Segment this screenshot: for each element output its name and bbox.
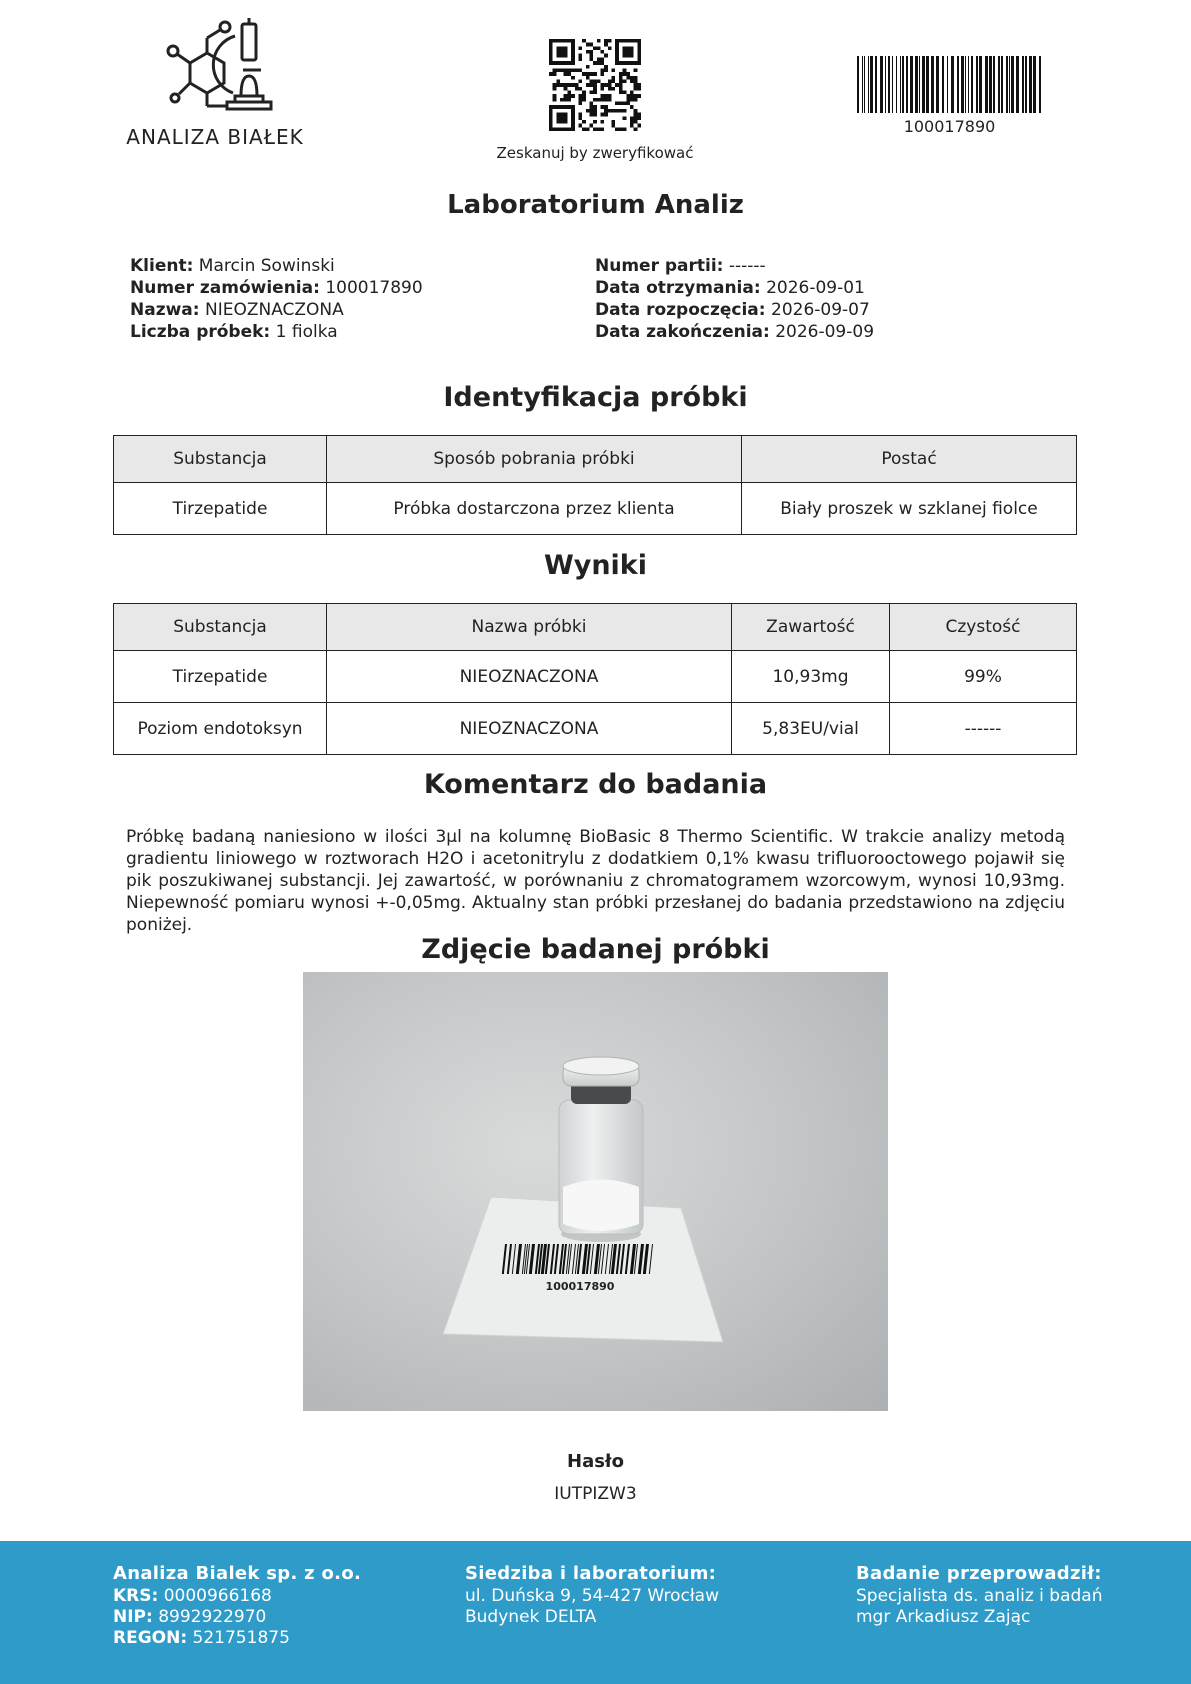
- identification-heading: Identyfikacja próbki: [443, 382, 748, 413]
- sample-photo: [303, 972, 888, 1411]
- table-cell: NIEOZNACZONA: [327, 703, 732, 755]
- comment-heading: Komentarz do badania: [423, 769, 768, 800]
- company-logo: [110, 18, 320, 158]
- table-cell: 5,83EU/vial: [732, 703, 890, 755]
- table-row: [114, 703, 1077, 755]
- barcode-number: 100017890: [903, 117, 996, 136]
- info-row-client: Klient: Marcin Sowinski: [130, 256, 335, 276]
- client-info: [130, 255, 423, 343]
- vial: [559, 1057, 643, 1234]
- table-cell: Poziom endotoksyn: [114, 703, 327, 755]
- table-cell: NIEOZNACZONA: [327, 651, 732, 703]
- regon-row: REGON: 521751875: [113, 1628, 290, 1648]
- analyst-title: Specjalista ds. analiz i badań: [856, 1586, 1103, 1606]
- column-header: Sposób pobrania próbki: [327, 436, 742, 483]
- column-header: Czystość: [890, 604, 1077, 651]
- comment-text: Próbkę badaną naniesiono w ilości 3µl na kolumnę BioBasic 8 Thermo Scientific. W trakcie analizy metodą gradientu liniowego w roztworach H2O i acetonitrylu z dodatkiem 0,1% kwasu trifluorooctowego pojawił się pik poszukiwanej substancji. Jej zawartość, w porównaniu z chromatogramem wzorcowym, wynosi 10,93mg. Niepewność pomiaru wynosi +-0,05mg. Aktualny stan próbki przesłanej do badania przedstawiono na zdjęciu poniżej.: [126, 827, 1065, 935]
- table-row: [114, 651, 1077, 703]
- address-heading: Siedziba i laboratorium:: [465, 1563, 717, 1584]
- info-row-order-number: Numer zamówienia: 100017890: [130, 278, 423, 298]
- password-value: IUTPIZW3: [554, 1484, 637, 1504]
- barcode: [857, 56, 1042, 113]
- footer-company: [113, 1563, 361, 1649]
- column-header: Postać: [742, 436, 1077, 483]
- table-cell: Biały proszek w szklanej fiolce: [742, 483, 1077, 535]
- page-title: Laboratorium Analiz: [447, 190, 744, 220]
- logo-text: ANALIZA BIAŁEK: [126, 125, 304, 149]
- table-header-row: [114, 604, 1077, 651]
- info-row-batch-number: Numer partii: ------: [595, 256, 766, 276]
- info-row-end-date: Data zakończenia: 2026-09-09: [595, 322, 875, 342]
- info-row-start-date: Data rozpoczęcia: 2026-09-07: [595, 300, 870, 320]
- info-row-sample-count: Liczba próbek: 1 fiolka: [130, 322, 338, 342]
- photo-barcode-number: 100017890: [545, 1280, 615, 1293]
- results-table: [113, 603, 1077, 755]
- address-line: ul. Duńska 9, 54-427 Wrocław: [465, 1586, 719, 1606]
- column-header: Substancja: [114, 436, 327, 483]
- molecule-microscope-icon: [135, 18, 295, 123]
- photo-heading: Zdjęcie badanej próbki: [421, 934, 770, 965]
- identification-table: [113, 435, 1077, 535]
- qr-caption: Zeskanuj by zweryfikować: [496, 144, 694, 162]
- footer: [0, 1541, 1191, 1684]
- info-row-received-date: Data otrzymania: 2026-09-01: [595, 278, 865, 298]
- address-line: Budynek DELTA: [465, 1607, 597, 1627]
- table-cell: Tirzepatide: [114, 651, 327, 703]
- table-row: [114, 483, 1077, 535]
- table-header-row: [114, 436, 1077, 483]
- footer-analyst: [856, 1563, 1102, 1628]
- analyst-name: mgr Arkadiusz Zając: [856, 1607, 1031, 1627]
- table-cell: Próbka dostarczona przez klienta: [327, 483, 742, 535]
- footer-address: [465, 1563, 719, 1628]
- nip-row: NIP: 8992922970: [113, 1607, 267, 1627]
- results-heading: Wyniki: [543, 550, 648, 581]
- column-header: Nazwa próbki: [327, 604, 732, 651]
- table-cell: Tirzepatide: [114, 483, 327, 535]
- password-label: Hasło: [567, 1451, 624, 1472]
- qr-code[interactable]: [549, 39, 641, 131]
- table-cell: ------: [890, 703, 1077, 755]
- table-cell: 99%: [890, 651, 1077, 703]
- info-row-name: Nazwa: NIEOZNACZONA: [130, 300, 344, 320]
- analyst-heading: Badanie przeprowadził:: [856, 1563, 1102, 1584]
- table-cell: 10,93mg: [732, 651, 890, 703]
- krs-row: KRS: 0000966168: [113, 1586, 272, 1606]
- column-header: Zawartość: [732, 604, 890, 651]
- column-header: Substancja: [114, 604, 327, 651]
- company-name: Analiza Bialek sp. z o.o.: [113, 1563, 362, 1584]
- batch-info: [595, 255, 874, 343]
